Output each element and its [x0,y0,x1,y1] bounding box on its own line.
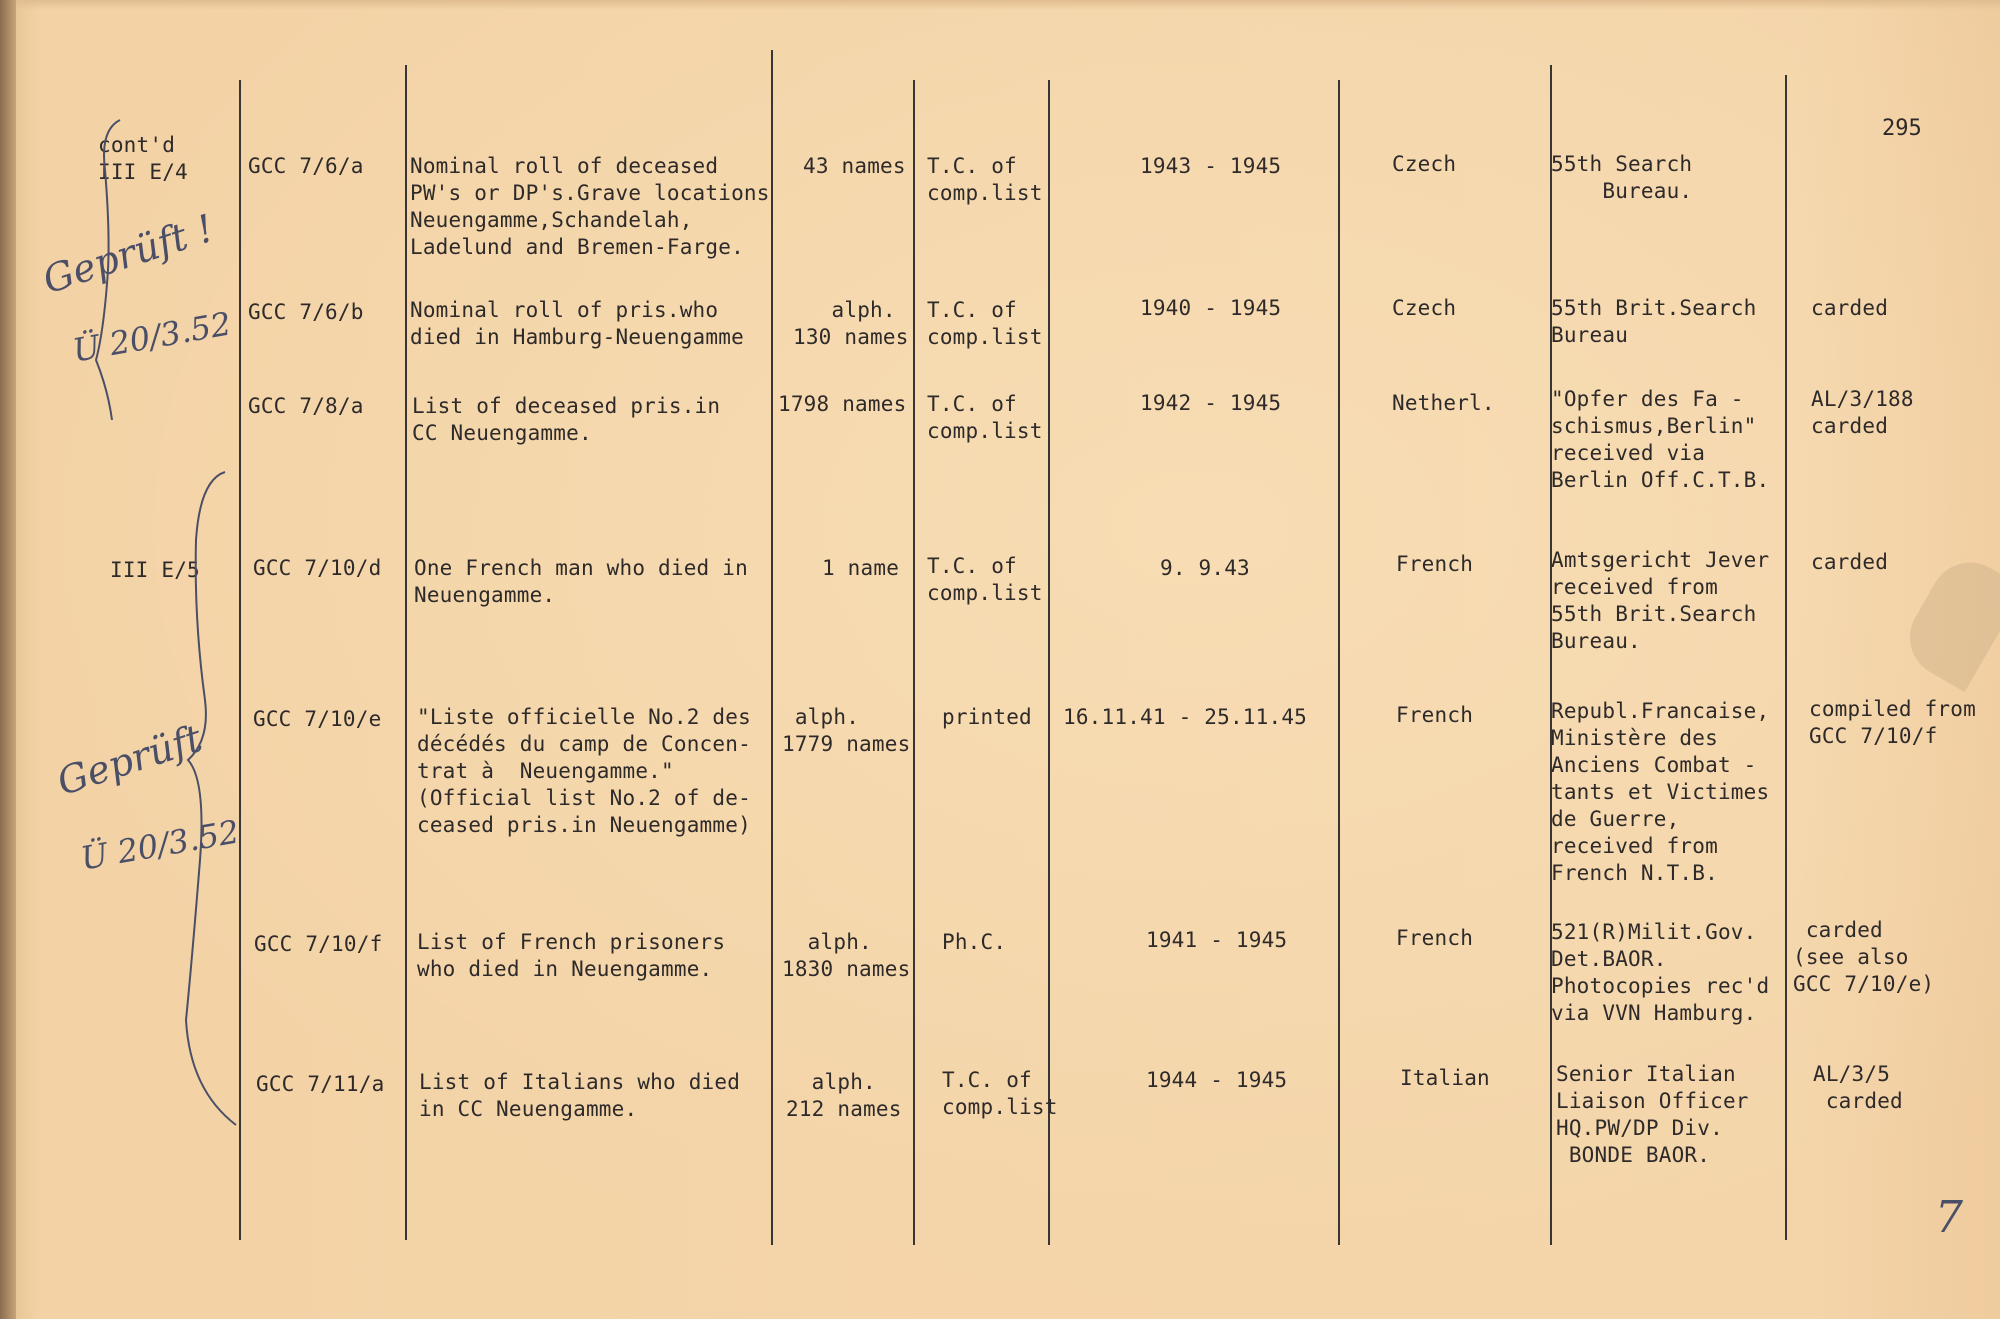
nationality: Czech [1392,296,1457,320]
document-form: printed [942,705,1032,729]
reference-number: GCC 7/6/a [248,154,364,178]
nationality: French [1396,926,1474,950]
record-description: List of deceased pris.in CC Neuengamme. [412,394,721,445]
nationality: Netherl. [1392,391,1495,415]
nationality: French [1396,703,1474,727]
record-description: Nominal roll of deceased PW's or DP's.Grave locations Neuengamme,Schandelah, Ladelund and Bremen-Farge. [410,154,770,259]
handwritten-initials: Ü 20/3.52 [69,304,234,370]
record-source: Republ.Francaise, Ministère des Anciens Combat - tants et Victimes de Guerre, received from French N.T.B. [1551,699,1770,885]
name-count: alph. 1779 names [782,705,911,756]
section-label: cont'd III E/4 [98,133,188,184]
name-count: alph. 130 names [793,298,909,349]
document-form: T.C. of comp.list [927,392,1043,443]
reference-number: GCC 7/10/f [254,932,383,956]
nationality: French [1396,552,1474,576]
record-description: "Liste officielle No.2 des décédés du camp de Concen- trat à Neuengamme." (Official list No.2 of de- ceased pris.in Neuengamme) [417,705,751,837]
handwritten-initials: Ü 20/3.52 [77,812,242,878]
name-count: 1798 names [778,392,907,416]
handwritten-check-mark: Geprüft ! [37,205,219,303]
record-source: "Opfer des Fa - schismus,Berlin" received via Berlin Off.C.T.B. [1551,387,1770,492]
record-description: List of Italians who died in CC Neuengamme. [419,1070,741,1121]
nationality: Italian [1400,1066,1490,1090]
section-label: III E/5 [110,558,200,582]
remarks: carded (see also GCC 7/10/e) [1793,918,1935,996]
record-description: One French man who died in Neuengamme. [414,556,748,607]
remarks: carded [1811,296,1889,320]
brace-bottom-icon [186,472,236,1125]
record-source: 521(R)Milit.Gov. Det.BAOR. Photocopies rec'd via VVN Hamburg. [1551,920,1770,1025]
reference-number: GCC 7/11/a [256,1072,385,1096]
page-number: 295 [1882,116,1922,141]
reference-number: GCC 7/8/a [248,394,364,418]
record-source: Amtsgericht Jever received from 55th Brit.Search Bureau. [1551,548,1770,653]
remarks: AL/3/5 carded [1813,1062,1903,1113]
document-form: T.C. of comp.list [942,1068,1058,1119]
name-count: alph. 1830 names [782,930,911,981]
name-count: 43 names [803,154,906,178]
nationality: Czech [1392,152,1457,176]
reference-number: GCC 7/10/e [253,707,382,731]
document-form: Ph.C. [942,930,1007,954]
document-form: T.C. of comp.list [927,554,1043,605]
date-range: 16.11.41 - 25.11.45 [1063,705,1308,729]
record-description: Nominal roll of pris.who died in Hamburg-Neuengamme [410,298,744,349]
reference-number: GCC 7/10/d [253,556,382,580]
document-form: T.C. of comp.list [927,154,1043,205]
corner-pencil-mark: 7 [1935,1192,1963,1243]
date-range: 1943 - 1945 [1140,154,1282,178]
record-source: 55th Brit.Search Bureau [1551,296,1757,347]
remarks: compiled from GCC 7/10/f [1809,697,1976,748]
name-count: alph. 212 names [786,1070,902,1121]
date-range: 1941 - 1945 [1146,928,1288,952]
reference-number: GCC 7/6/b [248,300,364,324]
date-range: 1940 - 1945 [1140,296,1282,320]
record-source: 55th Search Bureau. [1551,152,1693,203]
date-range: 9. 9.43 [1160,556,1250,580]
date-range: 1942 - 1945 [1140,391,1282,415]
document-form: T.C. of comp.list [927,298,1043,349]
remarks: AL/3/188 carded [1811,387,1914,438]
remarks: carded [1811,550,1889,574]
record-source: Senior Italian Liaison Officer HQ.PW/DP Div. BONDE BAOR. [1556,1062,1749,1167]
date-range: 1944 - 1945 [1146,1068,1288,1092]
name-count: 1 name [822,556,900,580]
record-description: List of French prisoners who died in Neuengamme. [417,930,726,981]
handwritten-check-mark: Geprüft [51,716,208,804]
